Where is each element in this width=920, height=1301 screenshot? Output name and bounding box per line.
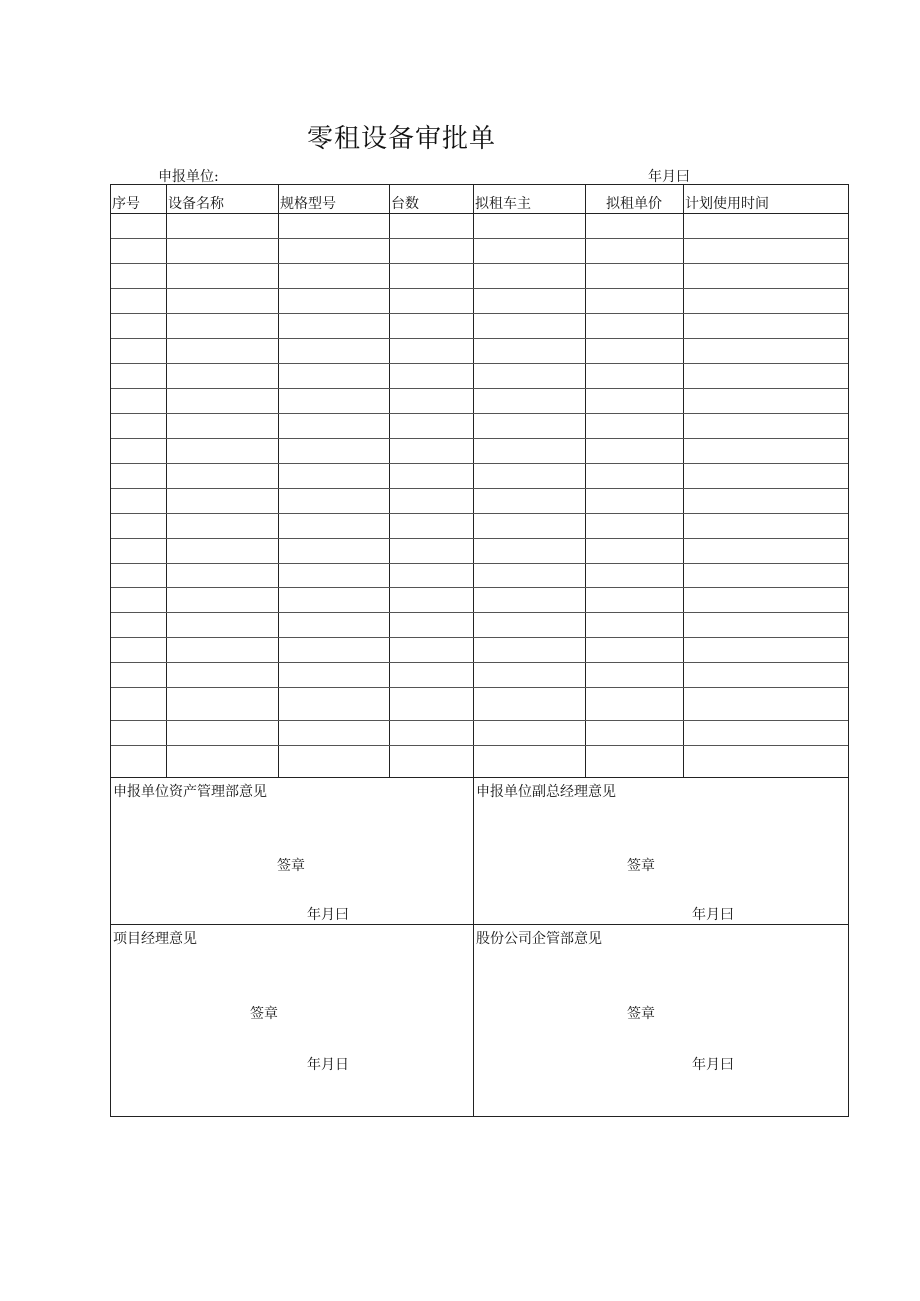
- table-row: [111, 745, 848, 746]
- signature-seal-label: 签章: [627, 1006, 655, 1022]
- opinion-date-label: 年月日: [307, 1057, 349, 1073]
- table-row: [111, 438, 848, 439]
- table-row: [111, 612, 848, 613]
- table-row: [111, 238, 848, 239]
- table-row: [111, 488, 848, 489]
- opinion-label: 申报单位资产管理部意见: [113, 784, 267, 800]
- column-header-unit-price: 拟租单价: [606, 196, 662, 212]
- table-row: [111, 687, 848, 688]
- column-header-index: 序号: [112, 196, 140, 212]
- table-row: [111, 388, 848, 389]
- form-date-label: 年月曰: [648, 169, 690, 185]
- column-header-model: 规格型号: [280, 196, 336, 212]
- opinion-date-label: 年月曰: [692, 1057, 734, 1073]
- column-header-lessor: 拟租车主: [475, 196, 531, 212]
- table-row: [111, 313, 848, 314]
- corporate-mgmt-opinion-box: [473, 924, 849, 1117]
- opinion-label: 申报单位副总经理意见: [476, 784, 616, 800]
- project-manager-opinion-box: [110, 924, 474, 1117]
- signature-seal-label: 签章: [250, 1006, 278, 1022]
- column-divider: [389, 185, 390, 777]
- column-header-planned-time: 计划使用时间: [685, 196, 769, 212]
- table-row: [111, 587, 848, 588]
- column-header-equipment-name: 设备名称: [168, 196, 224, 212]
- table-row: [111, 720, 848, 721]
- column-divider: [683, 185, 684, 777]
- table-row: [111, 563, 848, 564]
- form-title: 零租设备审批单: [307, 124, 497, 154]
- opinion-date-label: 年月曰: [307, 907, 349, 923]
- table-row: [111, 213, 848, 214]
- applicant-unit-label: 申报单位:: [158, 169, 219, 185]
- signature-seal-label: 签章: [627, 858, 655, 874]
- opinion-label: 股份公司企管部意见: [476, 931, 602, 947]
- table-row: [111, 363, 848, 364]
- table-row: [111, 662, 848, 663]
- table-row: [111, 463, 848, 464]
- equipment-table: [110, 184, 849, 778]
- table-row: [111, 338, 848, 339]
- column-header-quantity: 台数: [391, 196, 419, 212]
- signature-seal-label: 签章: [277, 858, 305, 874]
- column-divider: [473, 185, 474, 777]
- deputy-gm-opinion-box: [473, 777, 849, 925]
- table-row: [111, 513, 848, 514]
- column-divider: [166, 185, 167, 777]
- table-row: [111, 413, 848, 414]
- column-divider: [278, 185, 279, 777]
- asset-dept-opinion-box: [110, 777, 474, 925]
- opinion-date-label: 年月曰: [692, 907, 734, 923]
- table-row: [111, 637, 848, 638]
- table-row: [111, 288, 848, 289]
- column-divider: [585, 185, 586, 777]
- opinion-label: 项目经理意见: [113, 931, 197, 947]
- table-row: [111, 538, 848, 539]
- table-row: [111, 263, 848, 264]
